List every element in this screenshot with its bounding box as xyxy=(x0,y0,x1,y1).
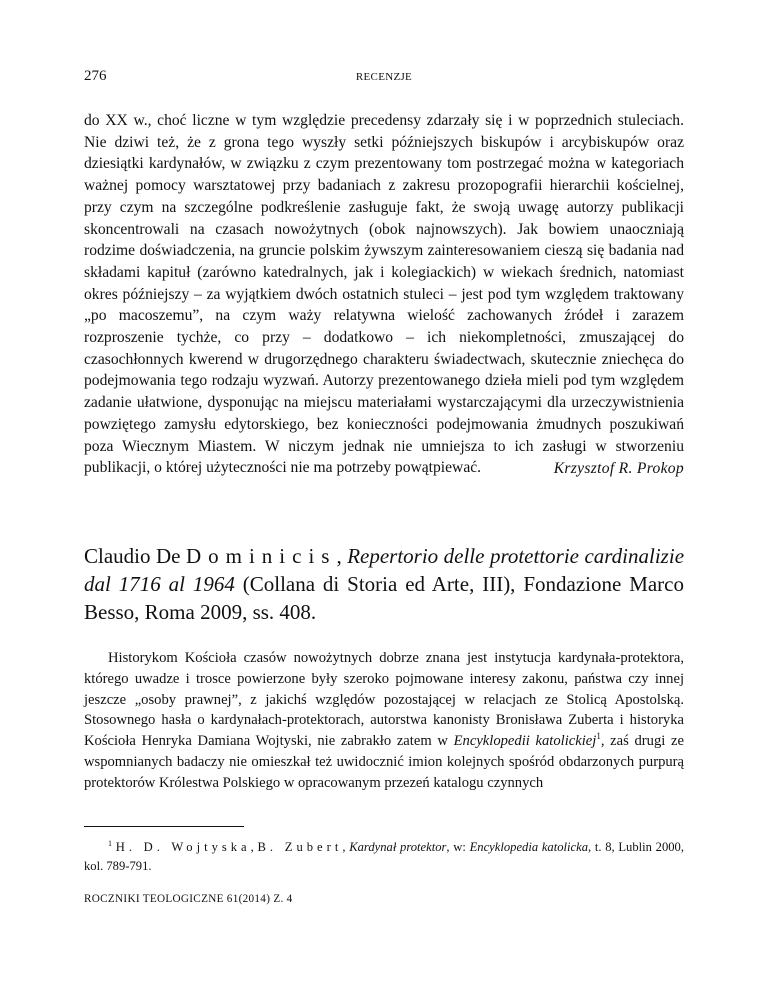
running-head: RECENZJE xyxy=(355,71,413,83)
review-paragraph: do XX w., choć liczne w tym względzie precedensy zdarzały się i w poprzednich stuleciach. Nie dziwi też, że z grona tego wyszły setki późniejszych biskupów i arcybiskupów oraz dziesiątki kardynałów, w związku z czym prezentowany tom postrzegać można w kategoriach ważnej pomocy warsztatowej przy badaniach z zakresu prozopografii hierarchii kościelnej, przy czym na szczególne podkreślenie zasługuje fakt, że swoją uwagę autorzy publikacji skoncentrowali na czasach nowożytnych (obok najnowszych). Jak bowiem unaoczniają rodzime doświadczenia, na gruncie polskim żywszym zainteresowaniem cieszą się badania nad składami kapituł (zarówno katedralnych, jak i kolegiackich) w wiekach średnich, natomiast okres późniejszy – za wyjątkiem dwóch ostatnich stuleci – jest pod tym względem traktowany „po macoszemu”, na czym waży relatywna wielość zachowanych źródeł i zarazem rozproszenie tychże, co przy – dodatkowo – ich niekompletności, zmuszającej do czasochłonnych kwerend w drugorzędnego charakteru świadectwach, skutecznie zniechęca do podejmowania tego rodzaju wyzwań. Autorzy prezentowanego dzieła mieli pod tym względem zadanie ułatwione, dysponując na miejscu materiałami wystarczającymi dla urzeczywistnienia powziętego zamysłu edytorskiego, bez konieczności podejmowania żmudnych poszukiwań poza Wiecznym Miastem. W niczym jednak nie umniejsza to ich zasługi w stworzeniu publikacji, o której użyteczności nie ma potrzeby powątpiewać. xyxy=(84,112,684,477)
review-signature: Krzysztof R. Prokop xyxy=(553,460,684,477)
footnote-author-1: H. D. Wojtyska xyxy=(115,840,251,854)
footnote: $^1$ H. D. Wojtyska, B. Zubert, Kardynał protektor, w: Encyklopedia katolicka, t. 8, Lublin 2000, kol. 789-791. xyxy=(84,838,684,873)
footnote-source: Encyklopedia katolicka xyxy=(469,840,588,854)
page-header xyxy=(84,66,684,88)
footnote-details: , t. 8, Lublin 2000, kol. 789-791. xyxy=(84,840,684,873)
footnote-title: Kardynał protektor xyxy=(349,840,447,854)
page-footer: ROCZNIKI TEOLOGICZNE 61(2014) Z. 4 xyxy=(84,893,293,905)
book-publication-details: (Collana di Storia ed Arte, III), Fondazione Marco Besso, Roma 2009, ss. 408. xyxy=(84,572,684,624)
footnote-in-label: , w: xyxy=(446,840,466,854)
paragraph-italic-work: Encyklopedii katolickiej xyxy=(453,733,597,750)
book-citation: Claudio De Dominicis, Repertorio delle protettorie cardinalizie dal 1716 al 1964 (Collana di Storia ed Arte, III), Fondazione Marco Besso, Roma 2009, ss. 408. xyxy=(84,544,685,624)
paragraph-text-b: , zaś drugi ze wspomnianych badaczy nie omieszkał też uwidocznić imion kolejnych spośród obdarzonych purpurą protektorów Królestwa Polskiego w opracowanym przezeń katalogu czynnych xyxy=(84,733,684,791)
page-number: 276 xyxy=(84,68,107,84)
footnote-reference[interactable]: 1 xyxy=(596,731,601,742)
author-last-name: Dominicis xyxy=(185,544,337,568)
footnote-divider xyxy=(84,826,244,827)
footnote-author-2: B. Zubert xyxy=(257,840,343,854)
paragraph-text-a: Historykom Kościoła czasów nowożytnych dobrze znana jest instytucja kardynała-protektora, którego uwadze i trosce powierzone były szeroko pojmowane interesy zakonu, państwa czy innej jeszcze „osoby prawnej”, z jakichś względów pozostającej w relacjach ze Stolicą Apostolską. Stosownego hasła o kardynałach-protektorach, autorstwa kanonisty Bronisława Zuberta i historyka Kościoła Henryka Damiana Wojtyski, nie zabrakło zatem w xyxy=(84,650,684,750)
author-first-name: Claudio De xyxy=(84,544,181,568)
book-title-italic: Repertorio delle protettorie cardinalizie dal 1716 al 1964 xyxy=(84,544,685,596)
review-body-paragraph xyxy=(84,648,684,794)
page xyxy=(84,0,684,994)
footnote-number: 1 xyxy=(108,838,112,848)
